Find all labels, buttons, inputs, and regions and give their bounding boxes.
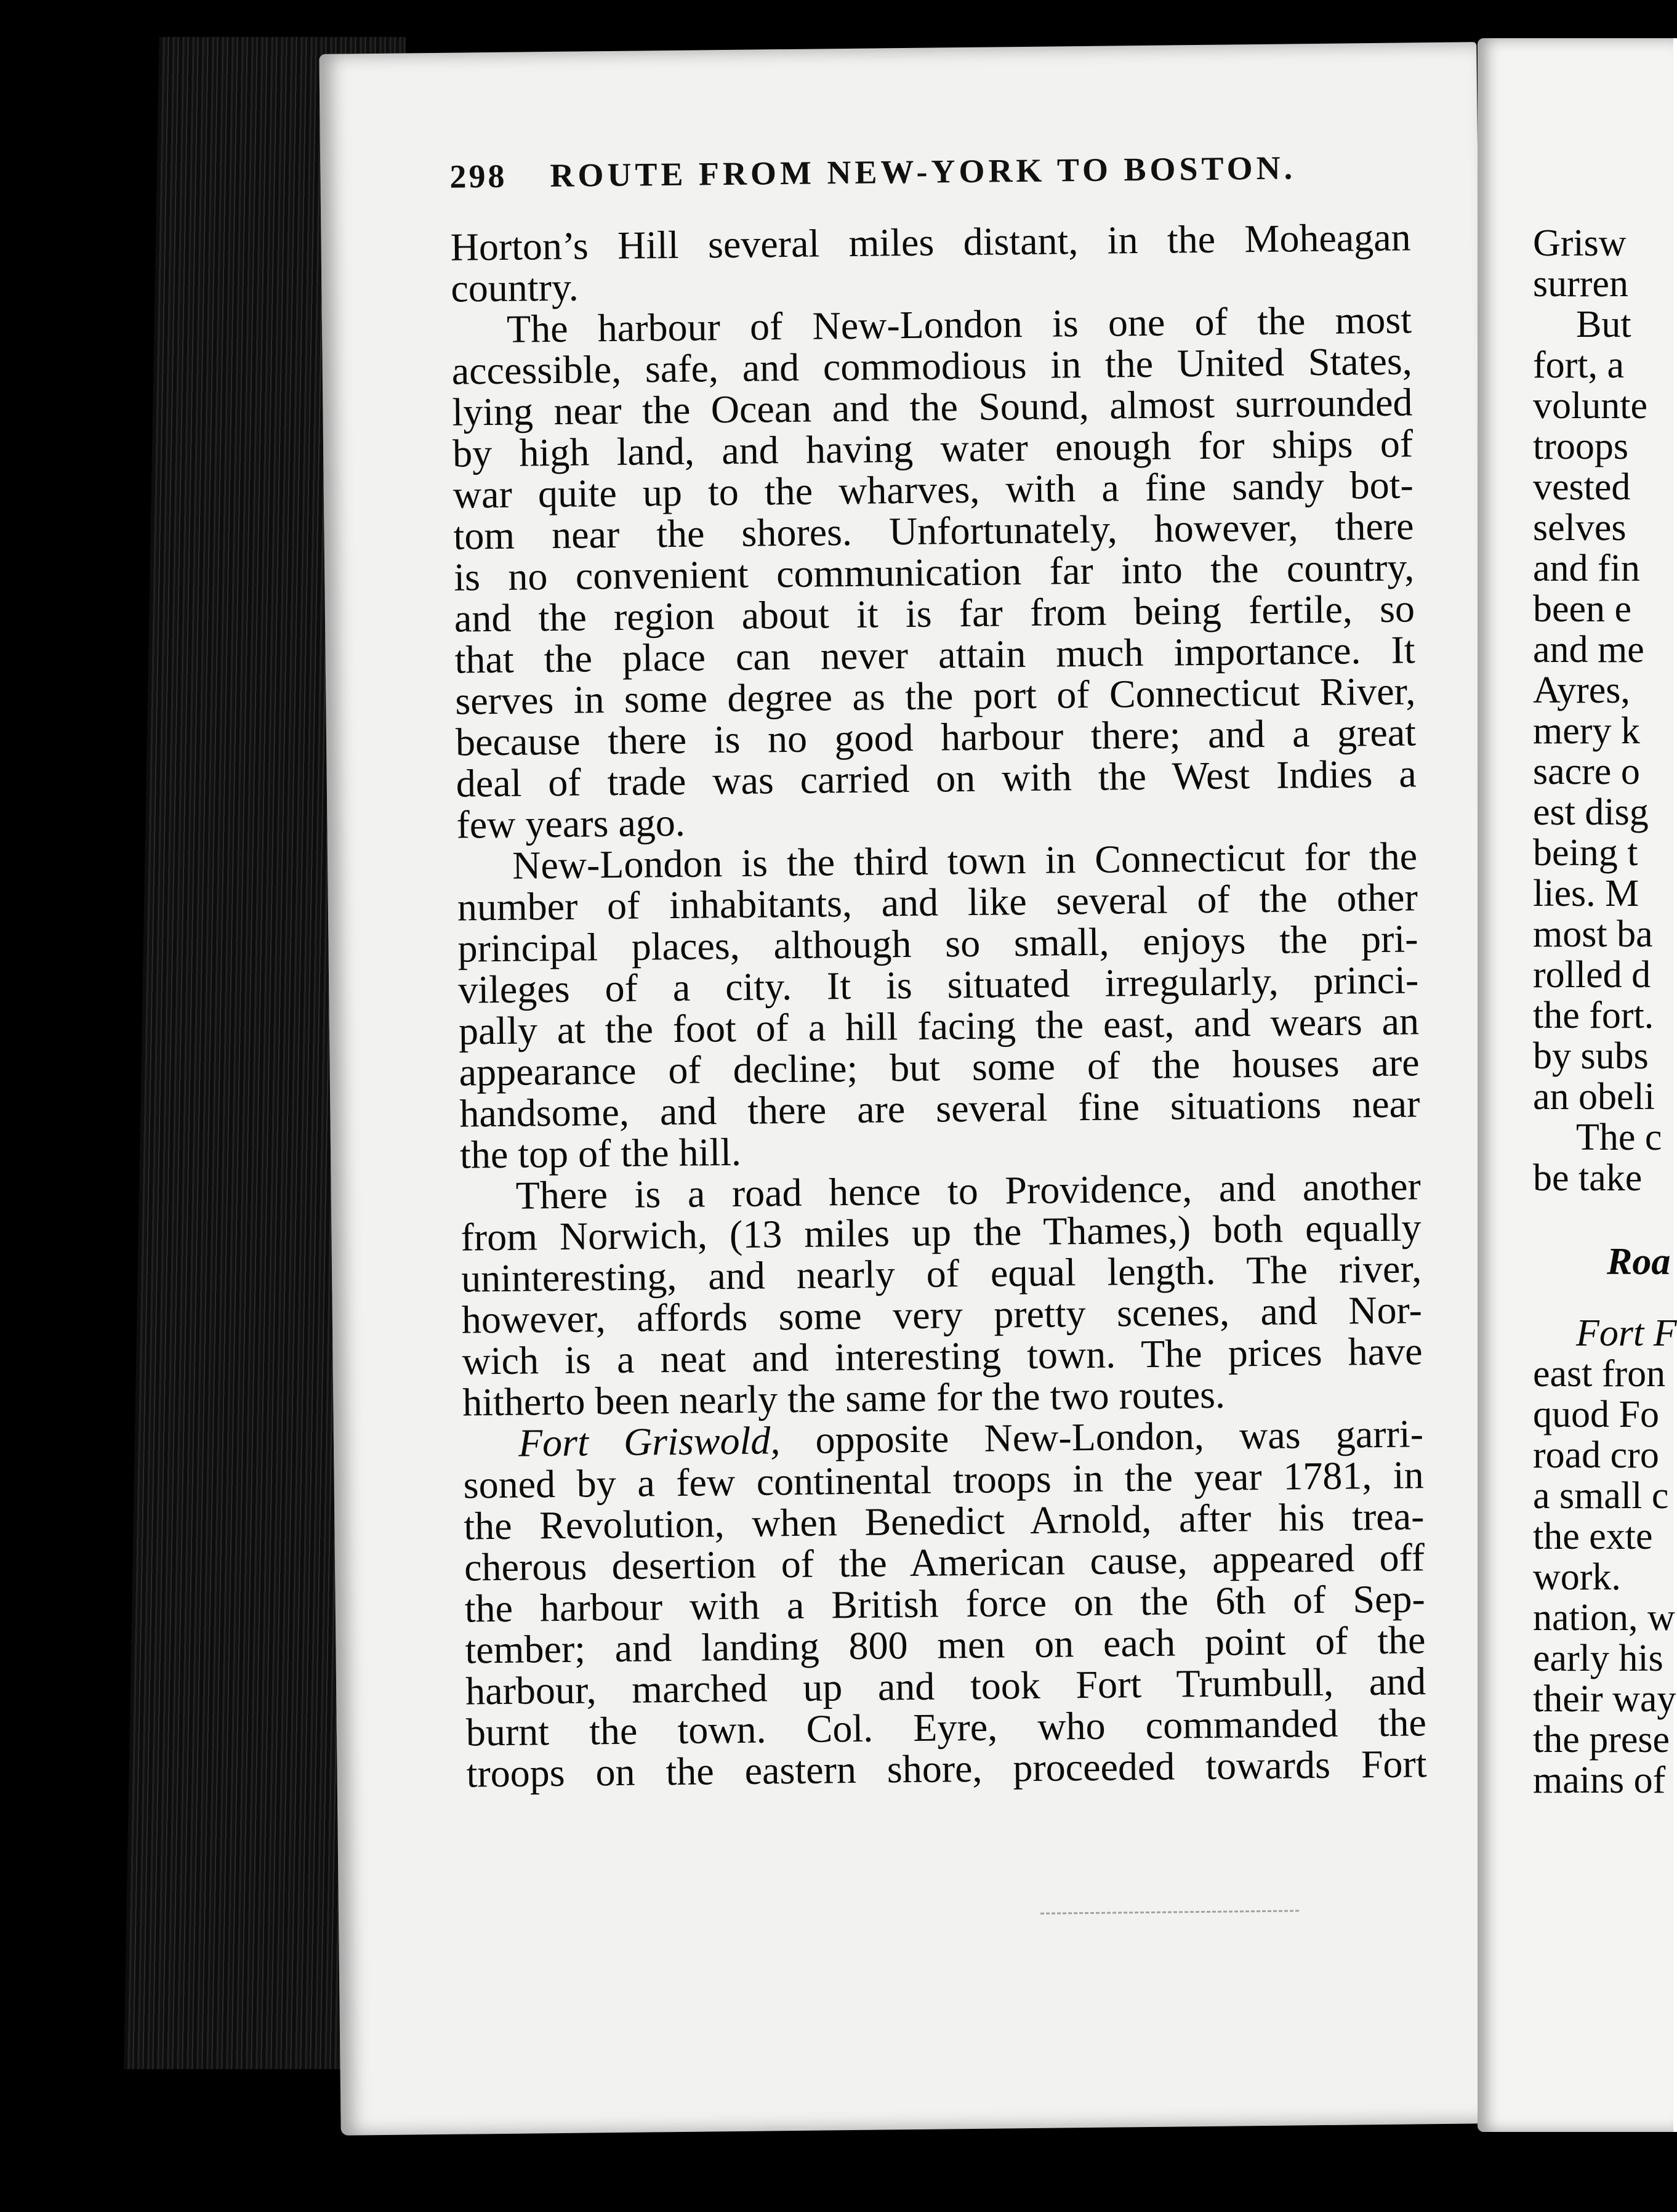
text-line: cherous desertion of the American cause, appeared off xyxy=(464,1535,1425,1589)
text-line: country. xyxy=(450,265,579,310)
line-text: opposite New-London, was garri- xyxy=(779,1411,1424,1463)
text-line: east fron xyxy=(1533,1353,1666,1395)
text-line: be take xyxy=(1533,1157,1643,1199)
text-line: and me xyxy=(1533,629,1644,671)
text-line: Fort F xyxy=(1576,1312,1677,1354)
text-line: soned by a few continental troops in the year 1781, in xyxy=(463,1453,1424,1507)
text-line: a small c xyxy=(1533,1475,1669,1517)
text-line: by high land, and having water enough for ships of xyxy=(452,421,1414,475)
text-line: lies. M xyxy=(1533,873,1639,914)
page-bottom-smudge xyxy=(1040,1910,1299,1920)
text-line: being t xyxy=(1533,832,1638,874)
text-line: sacre o xyxy=(1533,751,1640,793)
text-line: Ayres, xyxy=(1533,669,1630,711)
text-line: uninteresting, and nearly of equal length. The river, xyxy=(460,1246,1422,1301)
text-line: vested xyxy=(1533,466,1631,508)
page-number: 298 xyxy=(449,157,507,195)
left-page-body xyxy=(450,216,1427,1794)
text-line: But xyxy=(1576,304,1631,345)
text-line: tember; and landing 800 men on each point of the xyxy=(465,1618,1426,1672)
text-line: New-London is the third town in Connecticut for the xyxy=(512,834,1418,887)
text-line: appearance of decline; but some of the houses are xyxy=(459,1040,1420,1094)
text-line: the top of the hill. xyxy=(459,1129,742,1177)
text-line: the harbour with a British force on the 6th of Sep- xyxy=(464,1576,1426,1631)
text-line: vileges of a city. It is situated irregularly, princi- xyxy=(457,958,1419,1012)
text-line: number of inhabitants, and like several of the other xyxy=(457,875,1418,929)
text-line: is no convenient communication far into the country, xyxy=(453,545,1415,599)
text-line: however, affords some very pretty scenes, and Nor- xyxy=(461,1288,1423,1342)
text-line: rolled d xyxy=(1533,954,1651,996)
right-page-body xyxy=(1533,223,1677,1801)
text-line: that the place can never attain much importance. It xyxy=(454,628,1415,682)
text-line: tom near the shores. Unfortunately, however, there xyxy=(453,504,1414,558)
text-line: quod Fo xyxy=(1533,1394,1659,1435)
text-line: volunte xyxy=(1533,385,1647,427)
text-line: the fort. xyxy=(1533,995,1654,1036)
text-line: surren xyxy=(1533,263,1628,305)
text-line: the Revolution, when Benedict Arnold, after his trea- xyxy=(464,1494,1425,1548)
text-line: The c xyxy=(1576,1116,1662,1158)
text-line: an obeli xyxy=(1533,1076,1655,1118)
text-line: early his xyxy=(1533,1637,1663,1679)
text-line: wich is a neat and interesting town. The prices have xyxy=(462,1329,1423,1383)
text-line: mery k xyxy=(1533,710,1640,752)
section-heading: Roa xyxy=(1607,1241,1671,1283)
text-line: serves in some degree as the port of Connecticut River, xyxy=(454,669,1416,723)
text-line: Horton’s Hill several miles distant, in the Moheagan xyxy=(450,215,1411,269)
text-line: by subs xyxy=(1533,1035,1649,1077)
text-line: deal of trade was carried on with the West Indies a xyxy=(456,751,1417,805)
text-line: principal places, although so small, enjoys the pri- xyxy=(457,916,1418,971)
text-line: war quite up to the wharves, with a fine sandy bot- xyxy=(452,462,1414,517)
text-line: accessible, safe, and commodious in the United States, xyxy=(451,339,1413,393)
text-line: work. xyxy=(1533,1556,1621,1598)
text-line: troops xyxy=(1533,426,1628,467)
right-page xyxy=(1478,38,1677,2132)
text-line: burnt the town. Col. Eyre, who commanded the xyxy=(465,1700,1427,1754)
text-line: handsome, and there are several fine situations near xyxy=(459,1081,1420,1136)
text-line: selves xyxy=(1533,507,1627,549)
text-line: been e xyxy=(1533,588,1632,630)
text-line: The harbour of New-London is one of the most xyxy=(506,297,1412,351)
text-line: est disg xyxy=(1533,791,1649,833)
text-line: Grisw xyxy=(1533,222,1627,264)
text-line: harbour, marched up and took Fort Trumbull, and xyxy=(465,1659,1426,1713)
running-head xyxy=(449,147,1410,195)
text-line: pally at the foot of a hill facing the east, and wears an xyxy=(458,999,1420,1053)
left-page xyxy=(319,42,1498,2136)
text-line: from Norwich, (13 miles up the Thames,) both equally xyxy=(460,1205,1422,1259)
text-line: mains of xyxy=(1533,1759,1666,1801)
text-line: the prese xyxy=(1533,1719,1670,1761)
text-line: most ba xyxy=(1533,913,1653,955)
text-line: nation, w xyxy=(1533,1597,1675,1639)
text-line: few years ago. xyxy=(456,800,686,847)
text-line: their way xyxy=(1533,1678,1676,1720)
text-line: because there is no good harbour there; and a great xyxy=(455,710,1417,764)
text-line: road cro xyxy=(1533,1434,1659,1476)
text-line: lying near the Ocean and the Sound, almost surrounded xyxy=(452,380,1413,434)
text-line: the exte xyxy=(1533,1516,1653,1557)
text-line: and fin xyxy=(1533,547,1640,589)
italic-phrase: Fort Griswold, xyxy=(518,1418,781,1465)
text-line: troops on the eastern shore, proceeded towards Fort xyxy=(466,1742,1427,1796)
text-line: and the region about it is far from being fertile, so xyxy=(454,586,1415,640)
running-head-title: ROUTE FROM NEW-YORK TO BOSTON. xyxy=(550,149,1297,195)
text-line: There is a road hence to Providence, and another xyxy=(515,1164,1422,1217)
text-line: fort, a xyxy=(1533,344,1625,386)
left-page-text xyxy=(449,147,1427,1794)
text-line: hitherto been nearly the same for the two routes. xyxy=(462,1372,1226,1424)
